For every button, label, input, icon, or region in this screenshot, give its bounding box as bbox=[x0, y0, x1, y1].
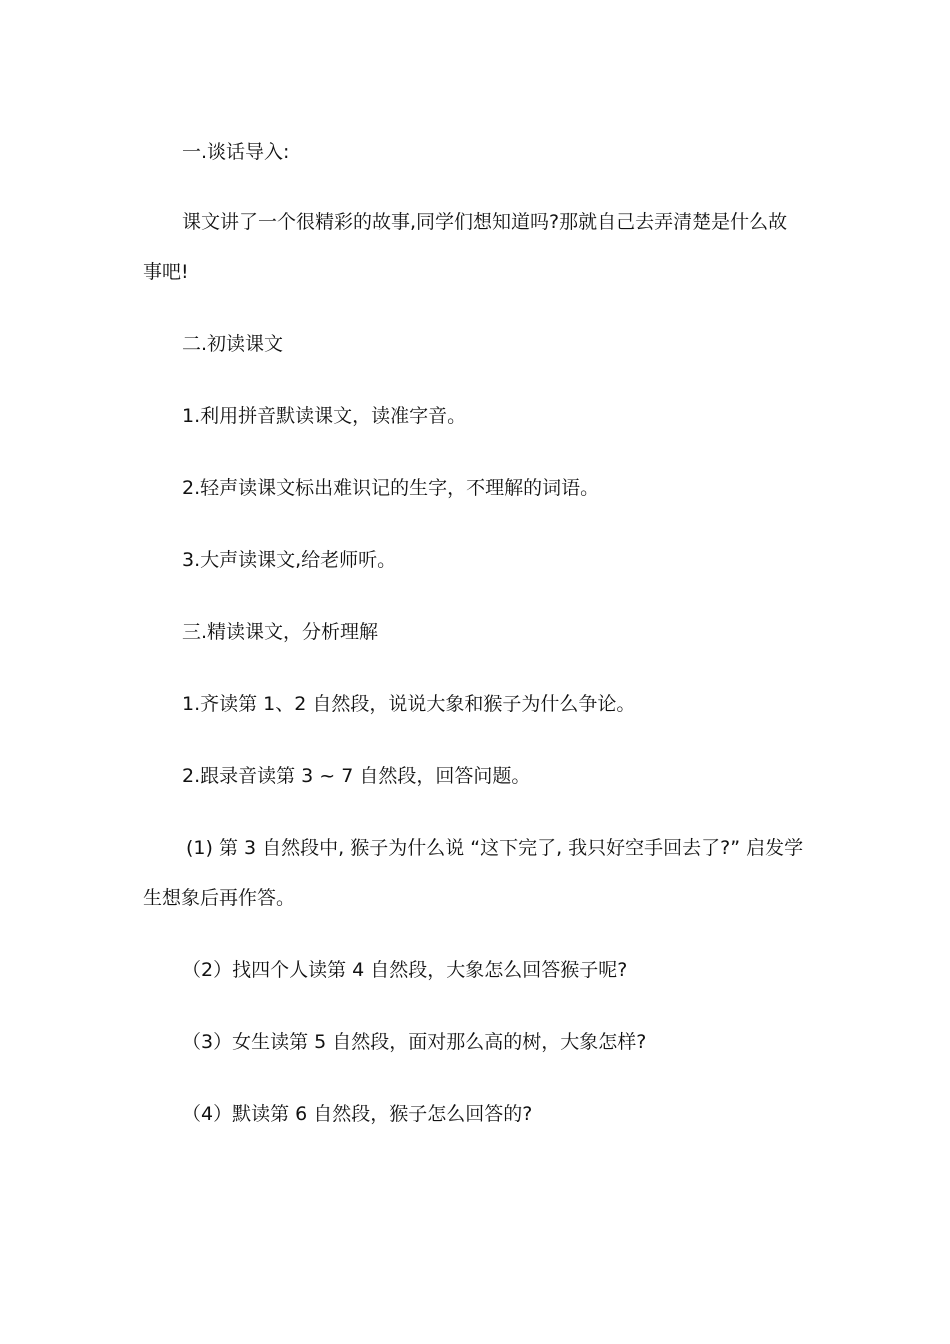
section-heading-intro: 一.谈话导入: bbox=[182, 141, 290, 163]
paragraph-line: 事吧! bbox=[143, 261, 189, 283]
paragraph-line: 生想象后再作答。 bbox=[143, 887, 296, 909]
list-item: 2.轻声读课文标出难识记的生字，不理解的词语。 bbox=[182, 477, 600, 499]
list-item: 1.齐读第 1、2 自然段，说说大象和猴子为什么争论。 bbox=[182, 693, 636, 715]
list-item: 3.大声读课文,给老师听。 bbox=[182, 549, 397, 571]
question-item: (1) 第 3 自然段中, 猴子为什么说 “这下完了, 我只好空手回去了?” 启发学 bbox=[186, 837, 804, 859]
list-item: 2.跟录音读第 3 ~ 7 自然段，回答问题。 bbox=[182, 765, 531, 787]
question-item: （2）找四个人读第 4 自然段，大象怎么回答猴子呢? bbox=[182, 959, 628, 981]
paragraph-line: 课文讲了一个很精彩的故事,同学们想知道吗?那就自己去弄清楚是什么故 bbox=[182, 211, 788, 233]
question-item: （3）女生读第 5 自然段，面对那么高的树，大象怎样? bbox=[182, 1031, 647, 1053]
section-heading-first-reading: 二.初读课文 bbox=[182, 333, 284, 355]
question-item: （4）默读第 6 自然段，猴子怎么回答的? bbox=[182, 1103, 533, 1125]
list-item: 1.利用拼音默读课文，读准字音。 bbox=[182, 405, 467, 427]
section-heading-close-reading: 三.精读课文，分析理解 bbox=[182, 621, 379, 643]
